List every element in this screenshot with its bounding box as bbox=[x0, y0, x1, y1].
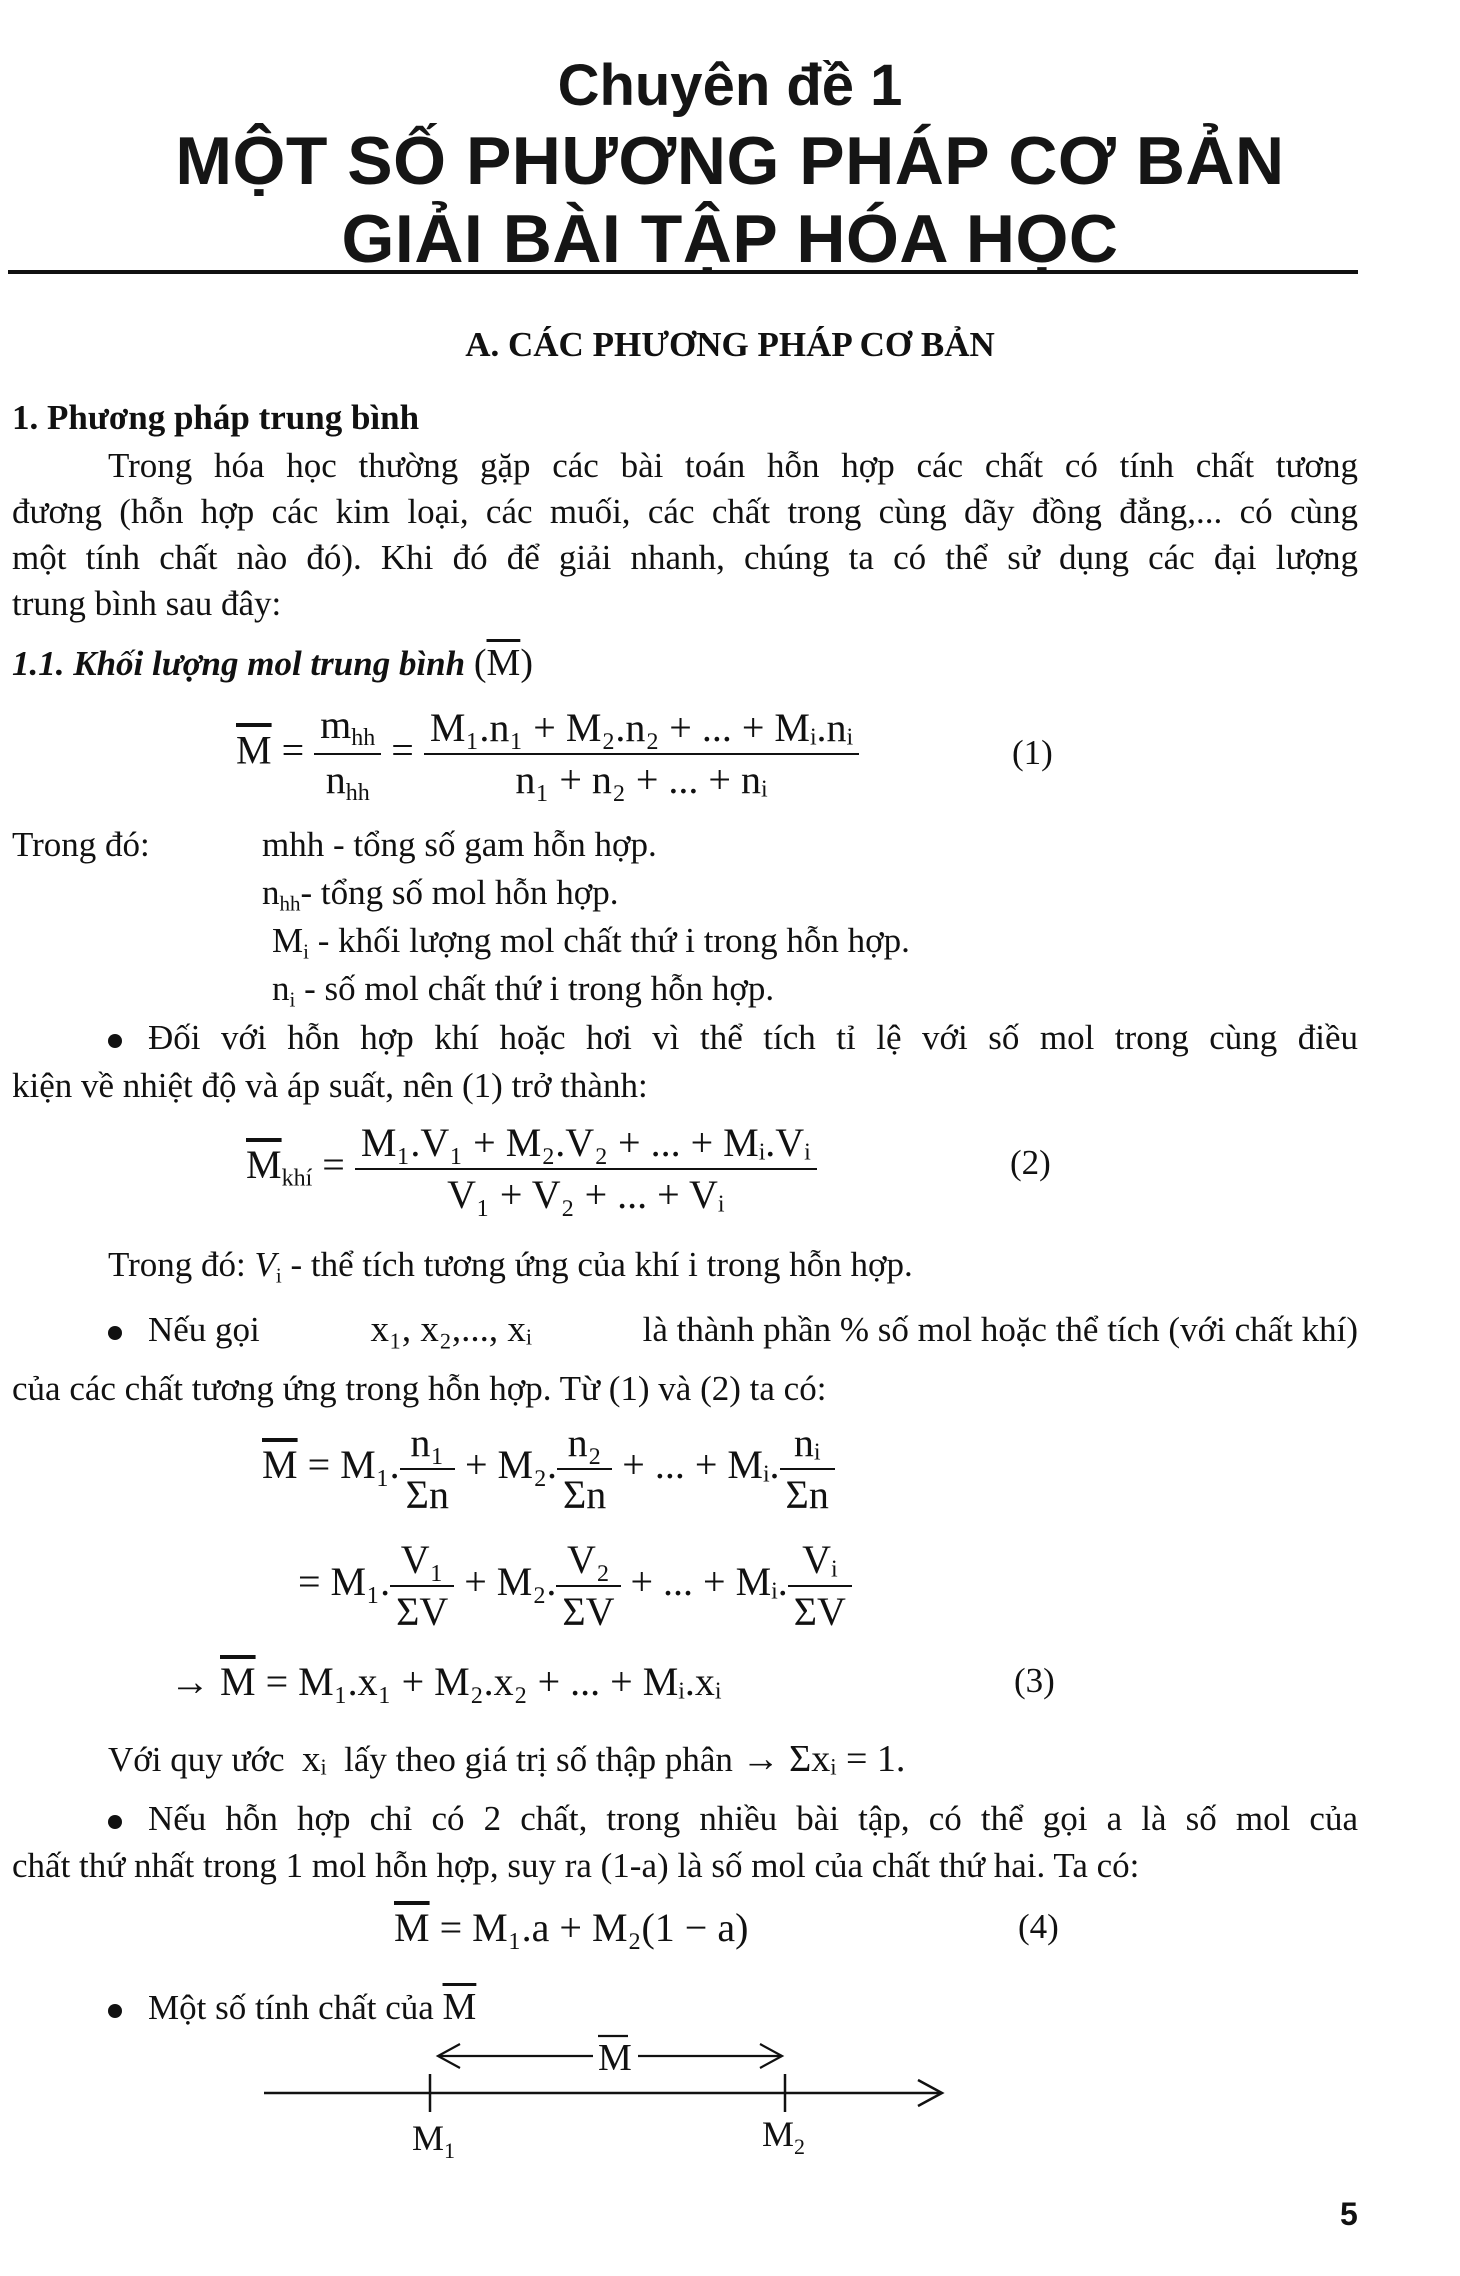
eq2-lhs: $\overline{M}$ bbox=[246, 1142, 282, 1188]
heading-method-average: 1. Phương pháp trung bình bbox=[12, 398, 420, 437]
bullet3-text: Nếu hỗn hợp chỉ có 2 chất, trong nhiều bài tập, có thể gọi a là số mol của bbox=[148, 1799, 1358, 1838]
eq3-f3-num: nᵢ bbox=[780, 1418, 835, 1470]
eq3-row2-eq: = M₁. bbox=[298, 1559, 391, 1605]
right-label-sub: 2 bbox=[794, 2134, 806, 2159]
eq1-fraction-a bbox=[314, 700, 381, 808]
eq3-f2-num: n₂ bbox=[557, 1418, 612, 1470]
convention-var: xᵢ bbox=[302, 1739, 327, 1780]
page-title-line2: GIẢI BÀI TẬP HÓA HỌC bbox=[341, 201, 1119, 277]
bullet-dot bbox=[108, 1034, 122, 1048]
where2-sym: V bbox=[254, 1245, 276, 1284]
eq3-frac2 bbox=[557, 1418, 612, 1520]
eq3-gfrac1 bbox=[390, 1535, 454, 1637]
heading-11-symbol: $\overline{M}$ bbox=[486, 642, 521, 684]
mid-label: M bbox=[598, 2037, 632, 2079]
eq3-row2-plus3: + ... + Mᵢ. bbox=[620, 1559, 788, 1605]
equation-2: $\overline{M}_{khí}$ = $\frac{\text{M₁.V₁ + M₂.V₂ + ... + Mᵢ.Vᵢ}}{\text{V₁ + V₂ + ... + Vᵢ}}$ bbox=[246, 1118, 817, 1220]
intro-line-1: Trong hóa học thường gặp các bài toán hỗn hợp các chất có tính chất tương bbox=[108, 446, 1358, 485]
number-line-diagram bbox=[250, 2028, 970, 2168]
eq3-f3-den: Σn bbox=[785, 1472, 829, 1517]
convention-line bbox=[108, 1736, 905, 1783]
eq3-g1-den: ΣV bbox=[396, 1589, 449, 1634]
mi-text: - khối lượng mol chất thứ i trong hỗn hợp. bbox=[308, 921, 910, 960]
where2-label: Trong đó: bbox=[108, 1245, 255, 1284]
eq3-frac3 bbox=[780, 1418, 835, 1520]
bullet2-pre: Nếu gọi bbox=[148, 1310, 260, 1349]
eq4-lhs: $\overline{M}$ bbox=[394, 1905, 430, 1950]
bullet-dot bbox=[108, 1326, 122, 1340]
ni-symbol: n bbox=[272, 969, 290, 1008]
equation-3-row1 bbox=[262, 1418, 835, 1520]
convention-post: lấy theo giá trị số thập phân bbox=[344, 1740, 733, 1779]
equation-4 bbox=[394, 1904, 748, 1951]
eq1-den1-sub: hh bbox=[345, 780, 370, 807]
eq3-frac1 bbox=[400, 1418, 455, 1520]
bullet3-line2: chất thứ nhất trong 1 mol hỗn hợp, suy ra (1-a) là số mol của chất thứ hai. Ta có: bbox=[12, 1846, 1140, 1885]
eq3-g3-den: ΣV bbox=[793, 1589, 846, 1634]
eq3-row3-rhs: = M₁.x₁ + M₂.x₂ + ... + Mᵢ.xᵢ bbox=[255, 1659, 722, 1704]
eq1-den2: n₁ + n₂ + ... + nᵢ bbox=[515, 757, 768, 803]
eq3-tag: (3) bbox=[1014, 1661, 1055, 1700]
ni-text: - số mol chất thứ i trong hỗn hợp. bbox=[295, 969, 775, 1008]
eq4-tag: (4) bbox=[1018, 1907, 1059, 1946]
eq1-num2: M₁.n₁ + M₂.n₂ + ... + Mᵢ.nᵢ bbox=[424, 703, 859, 755]
nhh-symbol: n bbox=[262, 873, 280, 912]
right-label bbox=[762, 2114, 805, 2159]
eq3-f2-den: Σn bbox=[563, 1472, 607, 1517]
eq3-g3-num: Vᵢ bbox=[788, 1535, 852, 1587]
page-number: 5 bbox=[1340, 2196, 1358, 2232]
bullet4-symbol: $\overline{M}$ bbox=[442, 1986, 477, 2028]
arrow-right-icon: → bbox=[170, 1659, 210, 1704]
bullet1-line2: kiện về nhiệt độ và áp suất, nên (1) trở thành: bbox=[12, 1066, 648, 1105]
nhh-text: - tổng số mol hỗn hợp. bbox=[300, 873, 619, 912]
intro-line-4: trung bình sau đây: bbox=[12, 584, 282, 623]
convention-pre: Với quy ước bbox=[108, 1740, 285, 1779]
eq2-fraction bbox=[355, 1118, 817, 1220]
eq3-row2-plus2: + M₂. bbox=[454, 1559, 557, 1605]
where1-label: Trong đó: bbox=[12, 825, 150, 864]
bullet2-post: là thành phần % số mol hoặc thể tích (với chất khí) bbox=[642, 1310, 1358, 1349]
bullet4-text: Một số tính chất của bbox=[148, 1988, 434, 2027]
equation-3-row2 bbox=[298, 1535, 852, 1637]
eq4-rhs: = M₁.a + M₂(1 − a) bbox=[429, 1905, 749, 1950]
bullet2-vars: x₁, x₂,..., xᵢ bbox=[370, 1309, 532, 1350]
eq3-g1-num: V₁ bbox=[390, 1535, 454, 1587]
eq3-eq: = M₁. bbox=[297, 1442, 400, 1488]
bullet3-line1 bbox=[108, 1796, 1358, 1842]
eq3-lhs: $\overline{M}$ bbox=[262, 1442, 298, 1488]
eq1-tag: (1) bbox=[1012, 733, 1053, 772]
eq3-gfrac2 bbox=[556, 1535, 620, 1637]
eq3-gfrac3 bbox=[788, 1535, 852, 1637]
eq3-f1-den: Σn bbox=[405, 1472, 449, 1517]
eq2-lhs-sub: khí bbox=[281, 1165, 313, 1192]
mi-symbol: M bbox=[272, 921, 304, 960]
chapter-label: Chuyên đề 1 bbox=[557, 53, 903, 118]
eq1-den1: n bbox=[325, 757, 346, 803]
header-divider bbox=[8, 270, 1358, 274]
nhh-sub: hh bbox=[279, 891, 301, 916]
mi-sub: i bbox=[303, 939, 309, 964]
bullet1-line1 bbox=[108, 1015, 1358, 1061]
eq3-plus3: + ... + Mᵢ. bbox=[612, 1442, 780, 1488]
eq3-f1-num: n₁ bbox=[400, 1418, 455, 1470]
where2-sub: i bbox=[275, 1263, 282, 1288]
bullet1-text: Đối với hỗn hợp khí hoặc hơi vì thể tích tỉ lệ với số mol trong cùng điều bbox=[148, 1018, 1358, 1057]
page-title-line1: MỘT SỐ PHƯƠNG PHÁP CƠ BẢN bbox=[175, 123, 1285, 199]
bullet2-line1 bbox=[108, 1307, 1358, 1353]
intro-line-2: đương (hỗn hợp các kim loại, các muối, các chất trong cùng dãy đồng đẳng,... có cùng bbox=[12, 492, 1358, 531]
eq2-tag: (2) bbox=[1010, 1143, 1051, 1182]
section-a-heading: A. CÁC PHƯƠNG PHÁP CƠ BẢN bbox=[465, 325, 995, 364]
eq2-num: M₁.V₁ + M₂.V₂ + ... + Mᵢ.Vᵢ bbox=[355, 1118, 817, 1170]
eq1-fraction-b bbox=[424, 703, 859, 805]
where2 bbox=[108, 1242, 913, 1298]
eq2-den: V₁ + V₂ + ... + Vᵢ bbox=[447, 1172, 725, 1217]
bullet2-line2: của các chất tương ứng trong hỗn hợp. Từ (1) và (2) ta có: bbox=[12, 1369, 827, 1408]
bullet4-line bbox=[108, 1984, 476, 2031]
left-label bbox=[412, 2118, 455, 2163]
heading-molar-mass-average: 1.1. Khối lượng mol trung bình $(\overline{M})$ bbox=[12, 642, 533, 684]
equation-1: $\overline{M}$ = $\frac{m_{hh}}{n_{hh}}$ = $\frac{\text{M₁.n₁ + M₂.n₂ + ... + Mᵢ.nᵢ}}{\text{n₁ + n₂ + ... + nᵢ}}$ bbox=[236, 700, 859, 808]
where2-text: - thể tích tương ứng của khí i trong hỗn hợp. bbox=[281, 1245, 913, 1284]
where1-item-ni bbox=[272, 966, 774, 1022]
eq1-num1-sub: hh bbox=[351, 725, 376, 752]
heading-11-text: 1.1. Khối lượng mol trung bình bbox=[12, 644, 466, 683]
eq3-g2-den: ΣV bbox=[562, 1589, 615, 1634]
eq1-lhs: $\overline{M}$ bbox=[236, 727, 272, 773]
right-label-main: M bbox=[762, 2114, 795, 2154]
eq3-g2-num: V₂ bbox=[556, 1535, 620, 1587]
eq1-num1: m bbox=[320, 702, 352, 747]
convention-formula: → Σxᵢ = 1. bbox=[741, 1738, 906, 1780]
ni-sub: i bbox=[289, 987, 296, 1012]
intro-line-3: một tính chất nào đó). Khi đó để giải nhanh, chúng ta có thể sử dụng các đại lượng bbox=[12, 538, 1358, 577]
left-label-main: M bbox=[412, 2118, 445, 2158]
left-label-sub: 1 bbox=[444, 2138, 456, 2163]
equation-3-row3 bbox=[170, 1658, 721, 1705]
eq3-row3-lhs: $\overline{M}$ bbox=[220, 1659, 256, 1704]
eq3-plus2: + M₂. bbox=[454, 1442, 558, 1488]
where1-item-mhh: mhh - tổng số gam hỗn hợp. bbox=[262, 825, 657, 864]
bullet-dot bbox=[108, 1815, 122, 1829]
bullet-dot bbox=[108, 2004, 122, 2018]
